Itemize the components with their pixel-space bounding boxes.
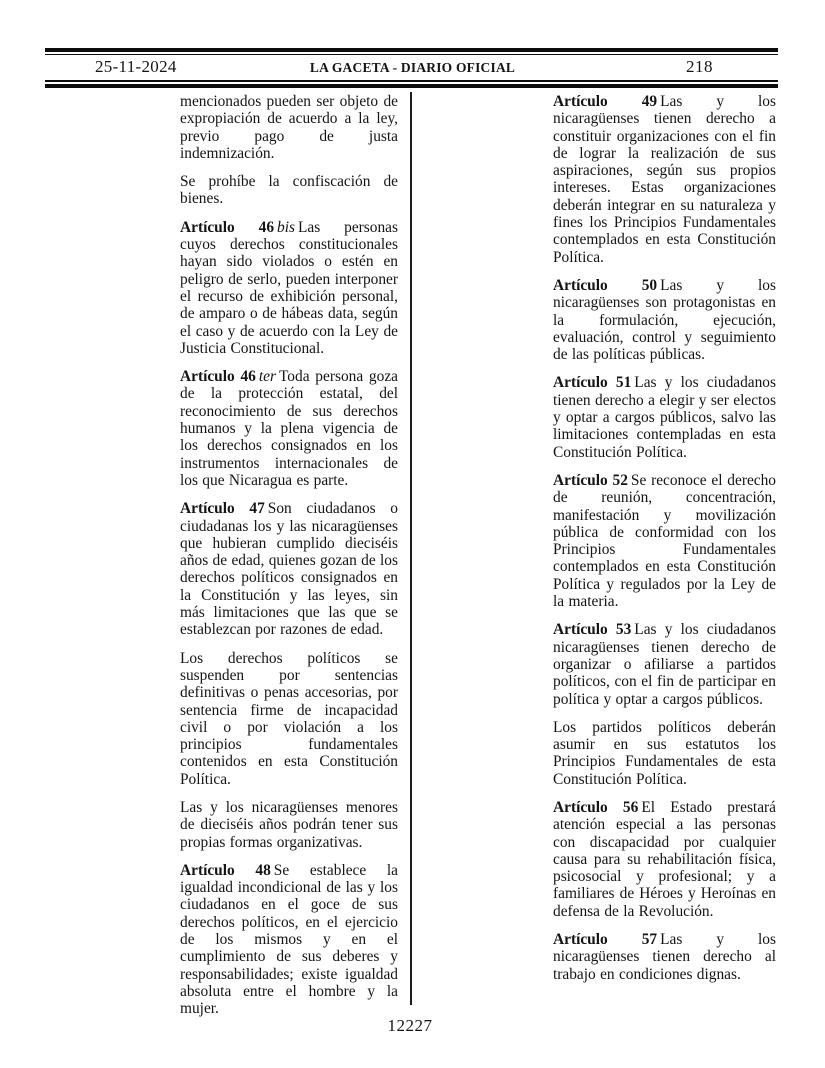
- header-date: 25-11-2024: [95, 57, 177, 76]
- paragraph-text: Se prohíbe la confiscación de bienes.: [180, 173, 398, 208]
- paragraph: [553, 472, 776, 610]
- paragraph: [180, 650, 398, 788]
- paragraph: [553, 621, 776, 707]
- article-lead: Artículo 46: [180, 368, 256, 386]
- paragraph-text: Las y los nicaragüenses son protagonistas en la formulación, ejecución, evaluación, control y seguimiento de las políticas públicas.: [553, 276, 776, 364]
- article-lead: Artículo 51: [553, 374, 632, 392]
- paragraph: [180, 862, 398, 1018]
- paragraph: [553, 799, 776, 920]
- article-lead: Artículo 46: [180, 218, 275, 236]
- paragraph-text: Las y los ciudadanos nicaragüenses tienen derecho de organizar o afiliarse a partidos políticos, con el fin de participar en política y optar a cargos públicos.: [553, 621, 776, 708]
- article-lead: Artículo 53: [553, 621, 632, 639]
- paragraph: [553, 719, 776, 788]
- paragraph: [180, 368, 398, 489]
- article-lead-italic: ter: [258, 368, 276, 386]
- article-lead: Artículo 47: [180, 500, 265, 518]
- article-lead: Artículo 52: [553, 471, 628, 489]
- footer-page-number: 12227: [387, 1016, 433, 1035]
- paragraph: [180, 219, 398, 357]
- paragraph-text: mencionados pueden ser objeto de expropiación de acuerdo a la ley, previo pago de justa indemnización.: [180, 93, 398, 162]
- article-lead: Artículo 56: [553, 798, 639, 816]
- article-lead: Artículo 49: [553, 93, 658, 110]
- column-divider: [410, 92, 412, 1005]
- paragraph-text: Los partidos políticos deberán asumir en sus estatutos los Principios Fundamentales de esta Constitución Política.: [553, 718, 776, 788]
- article-lead: Artículo 48: [180, 861, 271, 879]
- article-lead: Artículo 57: [553, 931, 658, 949]
- left-column: [180, 93, 398, 1018]
- header-title: LA GACETA - DIARIO OFICIAL: [309, 60, 516, 75]
- paragraph-text: Se establece la igualdad incondicional de las y los ciudadanos en el goce de sus derechos políticos, en el ejercicio de los mismos y en el cumplimiento de sus deberes y responsabilidades; existe igualdad absoluta entre el hombre y la mujer.: [180, 861, 398, 1018]
- header-rule-thick-bottom: [45, 84, 778, 88]
- header-rule-thick-top: [45, 48, 778, 52]
- header-edition-number: 218: [686, 57, 713, 76]
- article-lead: Artículo 50: [553, 276, 658, 294]
- paragraph-text: Se reconoce el derecho de reunión, concentración, manifestación y movilización pública de conformidad con los Principios Fundamentales contemplados en esta Constitución Política y regulados por la Ley de la materia.: [553, 471, 776, 611]
- paragraph-text: Las y los nicaragüenses menores de dieciséis años podrán tener sus propias formas organizativas.: [180, 798, 398, 851]
- right-column: [553, 93, 776, 983]
- paragraph-text: Las y los ciudadanos tienen derecho a elegir y ser electos y optar a cargos públicos, salvo las limitaciones contempladas en esta Constitución Política.: [553, 374, 776, 461]
- paragraph-text: Las y los nicaragüenses tienen derecho a constituir organizaciones con el fin de lograr la realización de sus aspiraciones, según sus propios intereses. Estas organizaciones deberán integrar en su naturaleza y fines los Principios Fundamentales contemplados en esta Constitución Política.: [553, 93, 776, 266]
- paragraph-text: Las personas cuyos derechos constitucionales hayan sido violados o estén en peligro de serlo, pueden interponer el recurso de exhibición personal, de amparo o de hábeas data, según el caso y de acuerdo con la Ley de Justicia Constitucional.: [180, 218, 398, 357]
- paragraph-text: Son ciudadanos o ciudadanas los y las nicaragüenses que hubieran cumplido dieciséis años de edad, quienes gozan de los derechos políticos consignados en la Constitución y las leyes, sin más limitaciones que las que se establezcan por razones de edad.: [180, 500, 399, 639]
- paragraph: [180, 799, 398, 851]
- paragraph-text: Los derechos políticos se suspenden por sentencias definitivas o penas accesorias, por sentencia firme de incapacidad civil o por violación a los principios fundamentales contenidos en esta Constitución Política.: [180, 649, 398, 788]
- article-lead-italic: bis: [277, 218, 295, 236]
- header-rule-thin-top: [45, 54, 778, 55]
- paragraph-text: El Estado prestará atención especial a las personas con discapacidad por cualquier causa para su rehabilitación física, psicosocial y profesional; y a familiares de Héroes y Heroínas en defensa de la Revolución.: [553, 798, 776, 920]
- paragraph: [180, 93, 398, 162]
- paragraph: [553, 931, 776, 983]
- header-rule-thin-bottom: [45, 80, 778, 82]
- paragraph-text: Toda persona goza de la protección estatal, del reconocimiento de sus derechos humanos y la plena vigencia de los derechos consignados en los instrumentos internacionales de los que Nicaragua es parte.: [180, 368, 398, 489]
- paragraph-text: Las y los nicaragüenses tienen derecho al trabajo en condiciones dignas.: [553, 931, 776, 983]
- paragraph: [553, 93, 776, 266]
- paragraph: [180, 173, 398, 208]
- paragraph: [553, 277, 776, 363]
- paragraph: [553, 374, 776, 460]
- paragraph: [180, 500, 398, 638]
